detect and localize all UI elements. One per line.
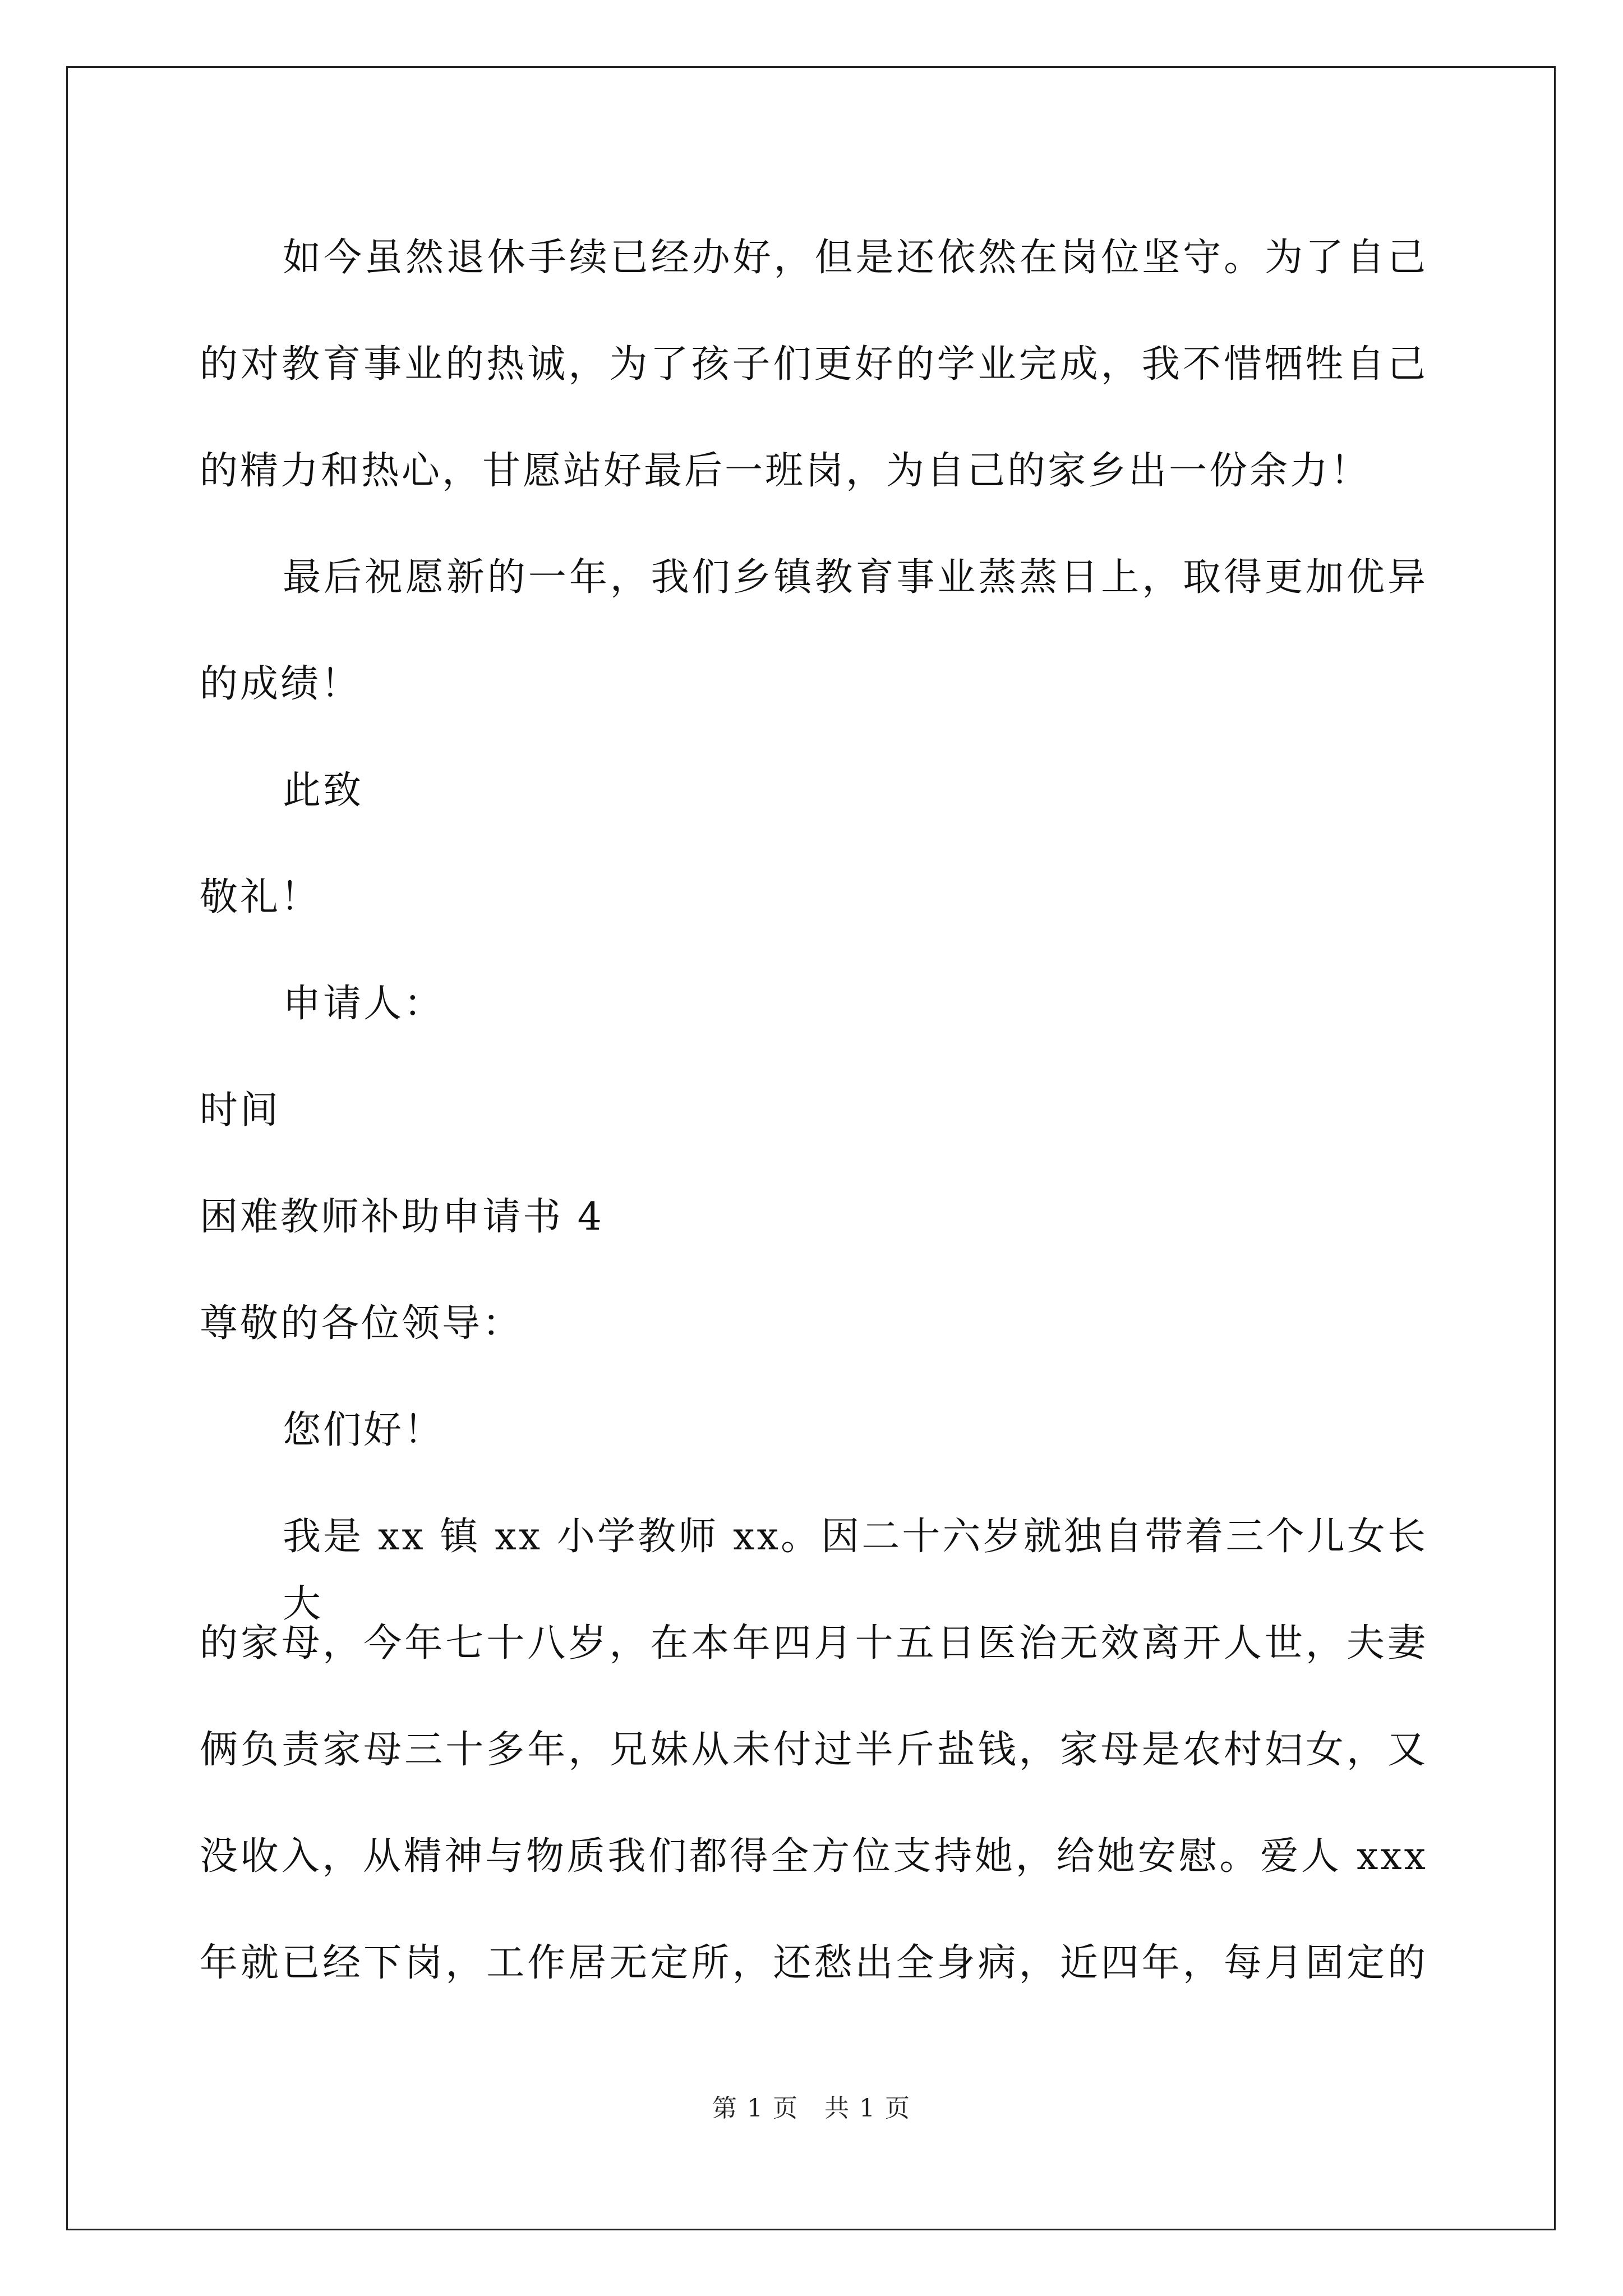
paragraph-line: 的成绩！ <box>200 662 362 706</box>
greeting-address: 尊敬的各位领导： <box>200 1301 523 1346</box>
paragraph-line: 年就已经下岗，工作居无定所，还愁出全身病，近四年，每月固定的 <box>200 1941 1428 1985</box>
closing-salutation: 此致 <box>283 769 364 813</box>
paragraph-line: 的对教育事业的热诚，为了孩子们更好的学业完成，我不惜牺牲自己 <box>200 342 1428 386</box>
applicant-label: 申请人： <box>283 982 445 1026</box>
paragraph-line: 的精力和热心，甘愿站好最后一班岗，为自己的家乡出一份余力！ <box>200 449 1371 493</box>
paragraph-line: 最后祝愿新的一年，我们乡镇教育事业蒸蒸日上，取得更加优异 <box>283 555 1428 600</box>
paragraph-line: 如今虽然退休手续已经办好，但是还依然在岗位坚守。为了自己 <box>283 236 1428 280</box>
paragraph-line: 我是 xx 镇 xx 小学教师 xx。因二十六岁就独自带着三个儿女长大 <box>283 1515 1428 1626</box>
page-footer: 第 1 页 共 1 页 <box>712 2094 911 2123</box>
closing-respect: 敬礼！ <box>200 875 321 919</box>
paragraph-line: 俩负责家母三十多年，兄妹从未付过半斤盐钱，家母是农村妇女，又 <box>200 1728 1428 1772</box>
paragraph-line: 的家母，今年七十八岁，在本年四月十五日医治无效离开人世，夫妻 <box>200 1621 1428 1665</box>
section-title: 困难教师补助申请书 4 <box>200 1195 604 1239</box>
date-label: 时间 <box>200 1088 281 1133</box>
paragraph-line: 没收入，从精神与物质我们都得全方位支持她，给她安慰。爱人 xxx <box>200 1834 1428 1879</box>
greeting: 您们好！ <box>283 1408 445 1452</box>
